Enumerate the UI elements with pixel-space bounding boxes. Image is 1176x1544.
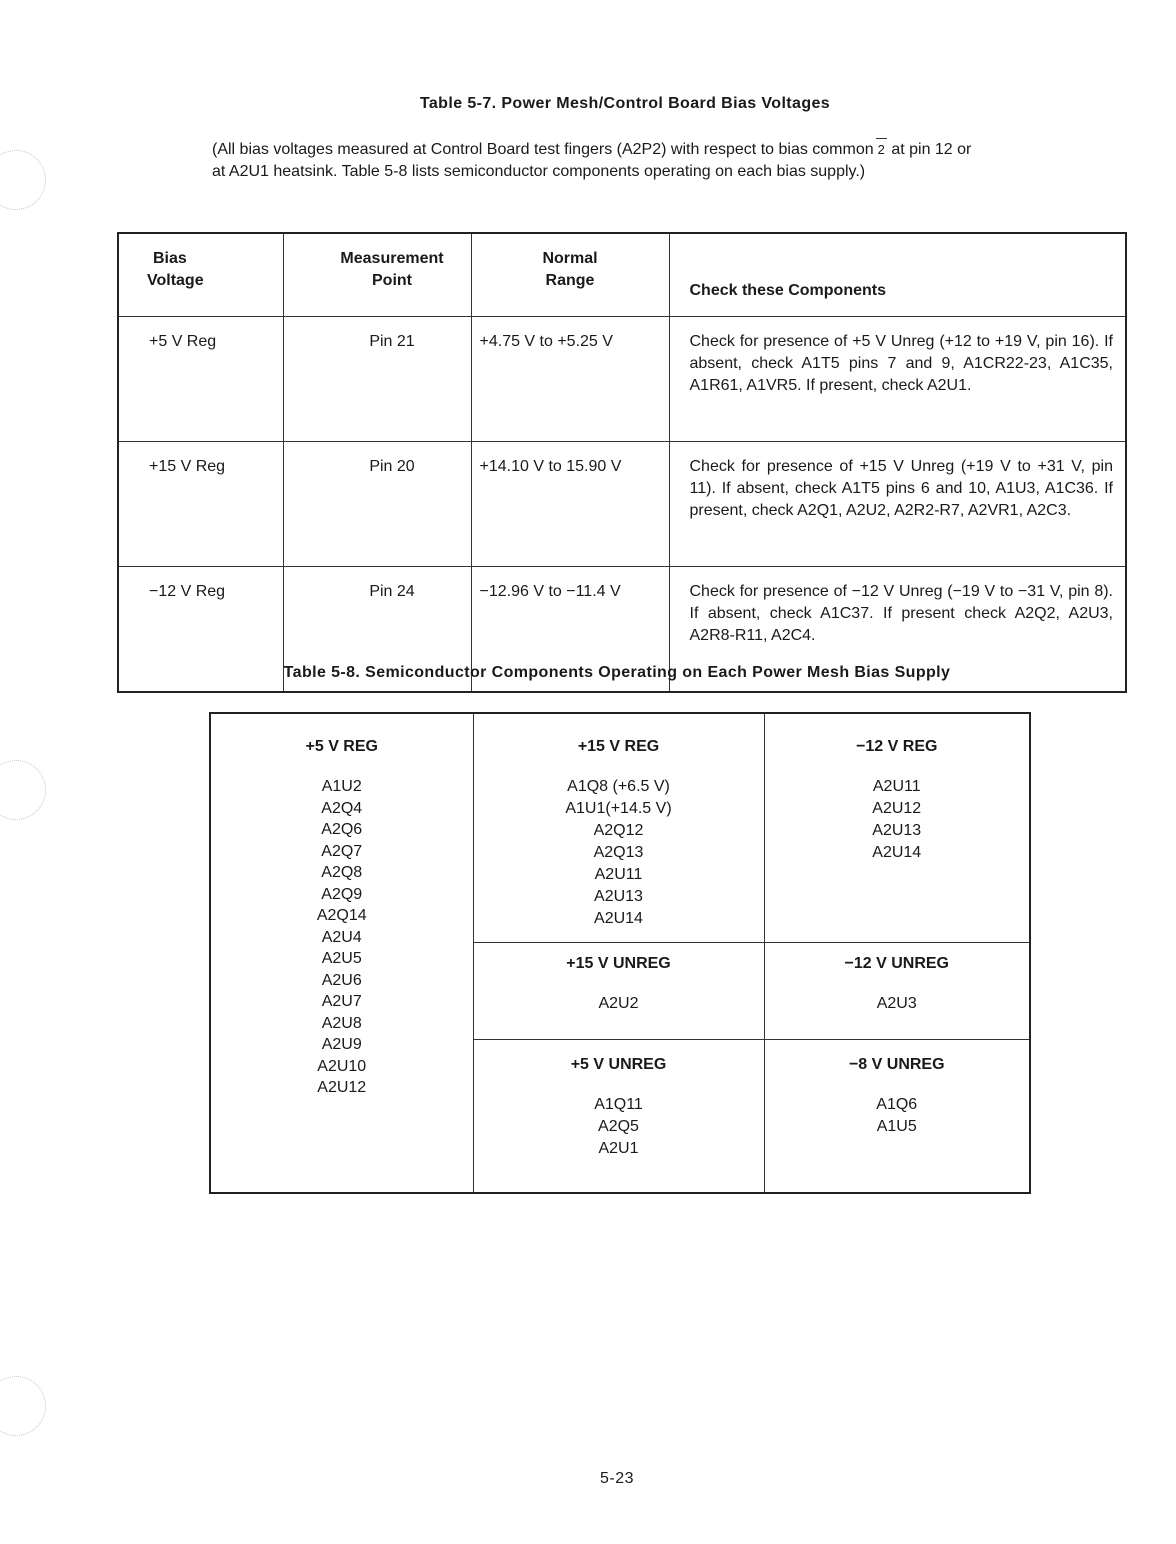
semiconductor-components-table bbox=[209, 712, 1031, 1194]
component-item: A1U5 bbox=[876, 1118, 917, 1135]
component-list bbox=[474, 1094, 764, 1160]
component-item: A2U8 bbox=[321, 1014, 362, 1032]
component-item: A2U11 bbox=[872, 778, 921, 795]
component-item: A2U9 bbox=[321, 1036, 362, 1053]
component-item: A2Q14 bbox=[316, 907, 367, 924]
normal-range-cell: +14.10 V to 15.90 V bbox=[471, 442, 669, 567]
component-item: A2Q4 bbox=[321, 799, 363, 817]
component-item: A2U13 bbox=[872, 822, 922, 839]
component-item: A2Q13 bbox=[593, 844, 644, 861]
punch-hole bbox=[0, 150, 46, 210]
unreg5-group bbox=[473, 1040, 764, 1194]
unregm8-group bbox=[764, 1040, 1030, 1194]
header-bias-voltage: Bias Voltage bbox=[118, 233, 283, 317]
page-number: 5-23 bbox=[599, 1470, 635, 1487]
check-components-cell: Check for presence of +5 V Unreg (+12 to +19 V, pin 16). If absent, check A1T5 pins 7 and 9, A1CR22-23, A1C35, A1R61, A1VR5. If present, check A2U1. bbox=[669, 317, 1126, 442]
component-item: A2Q8 bbox=[321, 864, 363, 881]
component-item: A2U2 bbox=[598, 995, 639, 1012]
bias-voltage-cell: −12 V Reg bbox=[118, 567, 283, 693]
component-item: A2Q7 bbox=[321, 842, 363, 860]
unreg15-group bbox=[473, 943, 764, 1040]
table-row bbox=[118, 442, 1126, 567]
group-header: −12 V REG bbox=[856, 738, 938, 755]
component-item: A2U3 bbox=[876, 995, 917, 1012]
measurement-point-cell: Pin 21 bbox=[283, 317, 471, 442]
component-list bbox=[765, 776, 1030, 864]
reg5-group bbox=[210, 713, 473, 1193]
component-item: A2U13 bbox=[594, 888, 643, 905]
caution-triangle-symbol: 2 bbox=[876, 138, 887, 161]
component-item: A1U1(+14.5 V) bbox=[565, 800, 672, 817]
component-list bbox=[765, 993, 1030, 1015]
component-item: A2U11 bbox=[594, 866, 643, 883]
group-header: +5 V UNREG bbox=[570, 1056, 667, 1073]
table-row bbox=[118, 317, 1126, 442]
component-item: A2U5 bbox=[321, 950, 362, 967]
unregm12-group bbox=[764, 943, 1030, 1040]
component-item: A2U7 bbox=[321, 993, 362, 1010]
component-item: A1Q11 bbox=[594, 1096, 643, 1113]
bias-voltages-table bbox=[117, 232, 1127, 693]
normal-range-cell: +4.75 V to +5.25 V bbox=[471, 317, 669, 442]
normal-range-cell: −12.96 V to −11.4 V bbox=[471, 567, 669, 693]
group-header: +15 V UNREG bbox=[566, 955, 671, 972]
component-item: A1U2 bbox=[321, 778, 362, 795]
header-normal-range: Normal Range bbox=[471, 233, 669, 317]
header-check-components: Check these Components bbox=[669, 233, 1126, 317]
measurement-point-cell: Pin 24 bbox=[283, 567, 471, 693]
component-item: A2U1 bbox=[598, 1140, 639, 1157]
component-list bbox=[474, 776, 764, 930]
component-item: A2Q12 bbox=[593, 822, 644, 839]
bias-voltage-cell: +15 V Reg bbox=[118, 442, 283, 567]
check-components-cell: Check for presence of −12 V Unreg (−19 V to −31 V, pin 8). If absent, check A1C37. If present check A2Q2, A2U3, A2R8-R11, A2C4. bbox=[669, 567, 1126, 693]
component-item: A2U12 bbox=[317, 1079, 367, 1096]
component-list bbox=[211, 776, 473, 1099]
header-measurement-point: Measurement Point bbox=[283, 233, 471, 317]
note-text-part1: (All bias voltages measured at Control Board test fingers (A2P2) with respect to bias common bbox=[212, 141, 874, 158]
punch-hole bbox=[0, 1376, 46, 1436]
group-header: −12 V UNREG bbox=[844, 955, 949, 972]
group-header: +15 V REG bbox=[577, 738, 660, 755]
check-components-cell: Check for presence of +15 V Unreg (+19 V to +31 V, pin 11). If absent, check A1T5 pins 6 and 10, A1U3, A1C36. If present, check A2Q1, A2U2, A2R2-R7, A2VR1, A2C3. bbox=[669, 442, 1126, 567]
component-item: A2U14 bbox=[594, 910, 643, 927]
punch-hole bbox=[0, 760, 46, 820]
table-5-7-title: Table 5-7. Power Mesh/Control Board Bias Voltages bbox=[419, 95, 831, 112]
component-item: A1Q6 bbox=[876, 1096, 918, 1113]
regm12-group bbox=[764, 713, 1030, 943]
component-item: A2U10 bbox=[317, 1057, 367, 1075]
component-item: A2U12 bbox=[872, 800, 922, 817]
component-item: A2Q6 bbox=[321, 821, 363, 838]
component-list bbox=[474, 993, 764, 1015]
component-item: A2U4 bbox=[321, 928, 362, 946]
component-item: A2Q5 bbox=[598, 1118, 639, 1135]
measurement-point-cell: Pin 20 bbox=[283, 442, 471, 567]
group-header: +5 V REG bbox=[305, 738, 378, 755]
note-text-part2: at pin 12 or at A2U1 heatsink. Table 5-8 lists semiconductor components operating on each bias supply.) bbox=[212, 141, 972, 180]
component-item: A2Q9 bbox=[321, 885, 363, 903]
table-5-8-title: Table 5-8. Semiconductor Components Operating on Each Power Mesh Bias Supply bbox=[283, 664, 951, 681]
reg15-group bbox=[473, 713, 764, 943]
component-item: A2U14 bbox=[872, 844, 922, 861]
bias-voltage-cell: +5 V Reg bbox=[118, 317, 283, 442]
table-row bbox=[210, 713, 1030, 943]
component-item: A1Q8 (+6.5 V) bbox=[567, 778, 670, 795]
table-header-row bbox=[118, 233, 1126, 317]
component-list bbox=[765, 1094, 1030, 1138]
group-header: −8 V UNREG bbox=[848, 1056, 945, 1073]
table-5-7-note bbox=[212, 138, 987, 183]
component-item: A2U6 bbox=[321, 971, 362, 989]
